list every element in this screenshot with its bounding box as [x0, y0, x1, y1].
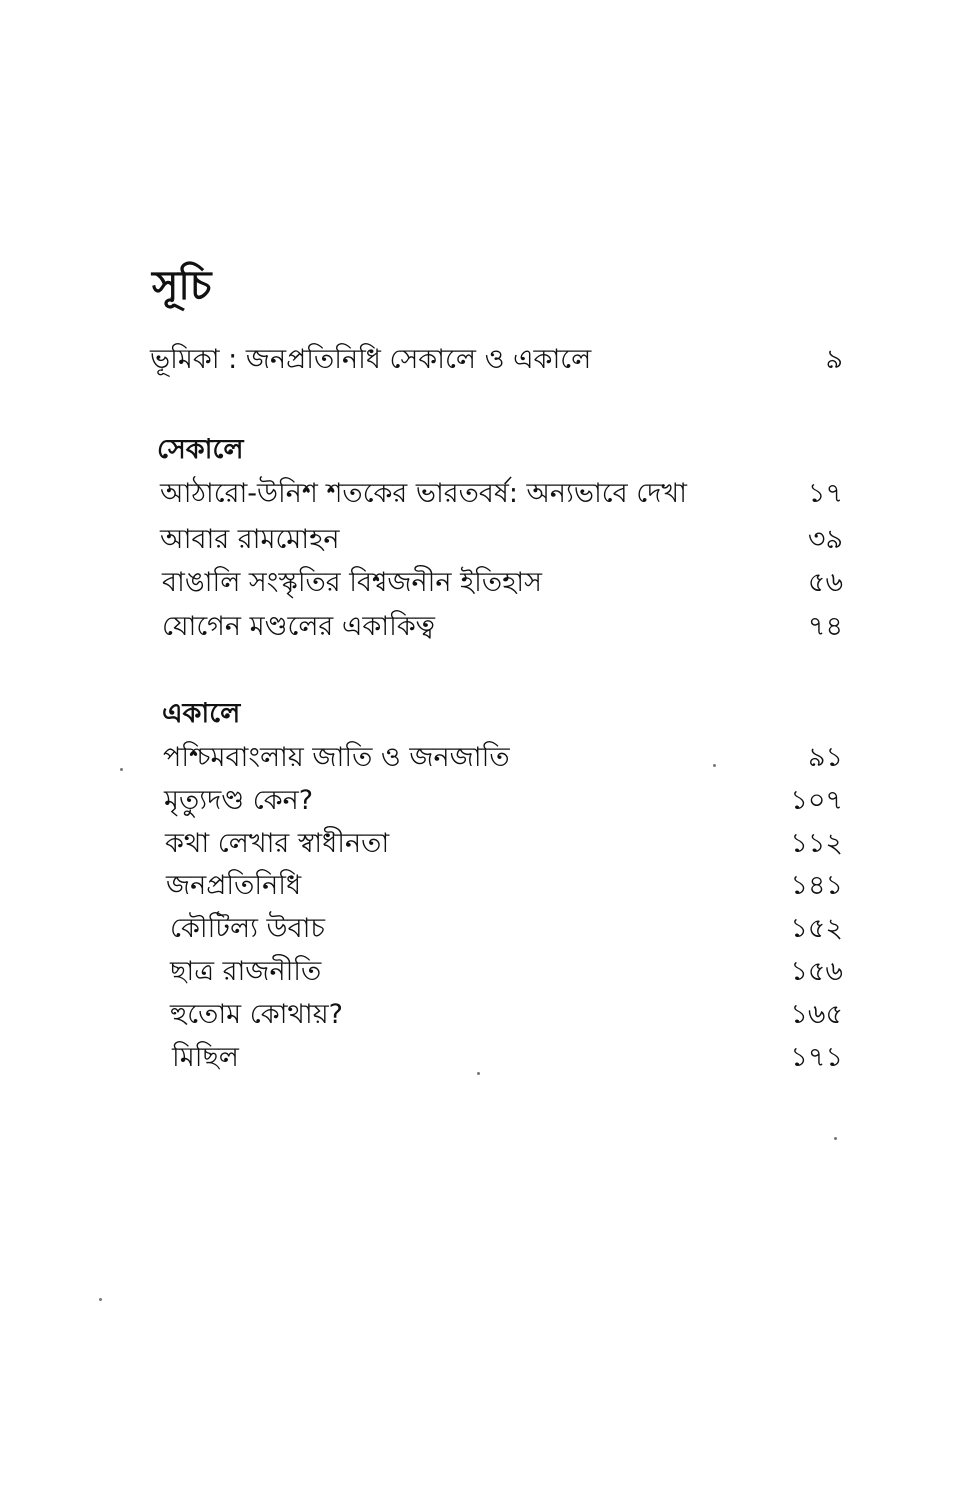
toc-entry-title: জনপ্রতিনিধি: [166, 870, 302, 901]
toc-entry-page: ৫৬: [807, 567, 843, 598]
toc-entry-title: আঠারো-উনিশ শতকের ভারতবর্ষ: অন্যভাবে দেখা: [160, 478, 687, 509]
toc-entry: [0, 736, 963, 780]
toc-entry: [0, 472, 963, 516]
toc-entry-title: মৃত্যুদণ্ড কেন?: [164, 785, 314, 816]
toc-entry: [0, 950, 963, 994]
toc-entry-page: ১৬৫: [790, 999, 843, 1030]
scan-speck: [120, 768, 123, 771]
toc-entry-intro: [0, 338, 963, 382]
toc-entry-page: ১৫২: [790, 913, 843, 944]
toc-entry-page: ৩৯: [807, 524, 843, 555]
toc-entry-page: ১৭১: [790, 1042, 843, 1073]
toc-entry: [0, 605, 963, 649]
toc-entry: [0, 907, 963, 951]
toc-entry: [0, 779, 963, 823]
toc-entry-title: কৌটিল্য উবাচ: [170, 913, 325, 944]
scan-speck: [477, 1072, 480, 1075]
toc-entry-page: ১০৭: [790, 785, 843, 816]
scan-speck: [834, 1137, 837, 1140]
section-heading-ekale: একালে: [162, 698, 241, 729]
page-title: সূচি: [152, 263, 212, 309]
toc-entry-page: ১৫৬: [790, 956, 843, 987]
scan-speck: [99, 1298, 102, 1301]
toc-entry-title: বাঙালি সংস্কৃতির বিশ্বজনীন ইতিহাস: [162, 567, 542, 598]
toc-entry-title: পশ্চিমবাংলায় জাতি ও জনজাতি: [163, 742, 510, 773]
toc-entry-title: ছাত্র রাজনীতি: [170, 956, 322, 987]
toc-entry-title: আবার রামমোহন: [160, 524, 340, 555]
section-heading-shekale: সেকালে: [157, 434, 244, 465]
toc-entry: [0, 518, 963, 562]
toc-entry-page: ৭৪: [807, 611, 843, 642]
scan-speck: [713, 764, 716, 767]
toc-entry-title: হুতোম কোথায়?: [170, 999, 343, 1030]
toc-entry: [0, 993, 963, 1037]
toc-entry-page: ১১২: [790, 828, 843, 859]
toc-entry-page: ৯: [825, 344, 843, 375]
toc-entry: [0, 561, 963, 605]
toc-entry-page: ১৭: [807, 478, 843, 509]
toc-entry-title: কথা লেখার স্বাধীনতা: [165, 828, 390, 859]
toc-entry-title: মিছিল: [172, 1042, 239, 1073]
toc-entry: [0, 1036, 963, 1080]
toc-entry-title: ভূমিকা : জনপ্রতিনিধি সেকালে ও একালে: [150, 344, 592, 375]
toc-entry: [0, 864, 963, 908]
toc-entry-page: ৯১: [807, 742, 843, 773]
toc-entry-page: ১৪১: [790, 870, 843, 901]
toc-entry-title: যোগেন মণ্ডলের একাকিত্ব: [162, 611, 435, 642]
toc-entry: [0, 822, 963, 866]
